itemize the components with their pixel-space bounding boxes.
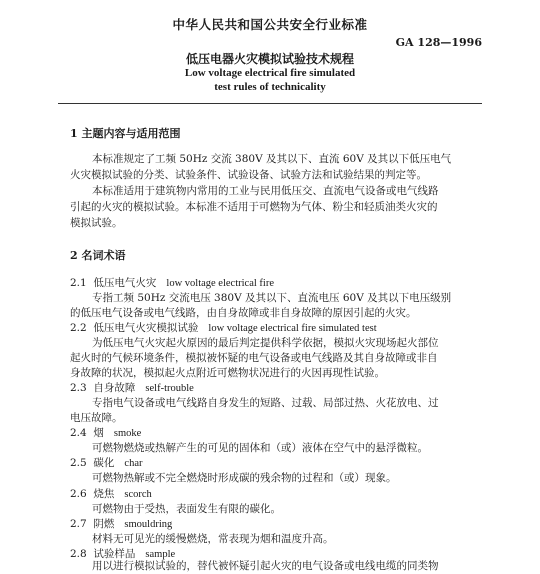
term-definition-line: 用以进行模拟试验的，替代被怀疑引起火灾的电气设备或电线电缆的同类物 [92,560,439,572]
section-1-heading: 1 主题内容与适用范围 [70,127,181,140]
header-divider [58,103,482,104]
term-chinese: 碳化 [93,457,115,469]
term-definition-line: 的低压电气设备或电气线路，由自身故障或非自身故障的原因引起的火灾。 [70,307,417,319]
document-title-english-line-2: test rules of technicality [214,81,326,93]
term-definition-line: 专指工频 50Hz 交流电压 380V 及其以下、直流电压 60V 及其以下电压级别 [92,292,452,304]
term-english: scorch [124,489,152,500]
term-number: 2.2 [70,322,87,334]
standard-category-title: 中华人民共和国公共安全行业标准 [172,17,368,32]
term-definition-line: 专指电气设备或电气线路自身发生的短路、过载、局部过热、火花放电、过 [92,397,439,409]
document-title: 低压电器火灾模拟试验技术规程 [185,52,354,66]
term-number: 2.5 [70,457,87,469]
term-heading [70,425,141,440]
section-1-line: 火灾模拟试验的分类、试验条件、试验设备、试验方法和试验结果的判定等。 [70,169,427,181]
term-definition-line: 可燃物燃烧或热解产生的可见的固体和（或）液体在空气中的悬浮微粒。 [92,442,428,454]
term-heading [70,516,172,531]
term-number: 2.1 [70,277,87,289]
document-title-english-line-1: Low voltage electrical fire simulated [184,67,356,79]
section-1-line: 本标准适用于建筑物内常用的工业与民用低压交、直流电气设备或电气线路 [92,185,439,197]
term-definition-line: 可燃物由于受热，表面发生有限的碳化。 [92,503,281,515]
term-chinese: 自身故障 [93,382,136,394]
term-chinese: 烟 [93,427,104,439]
term-english: smoke [113,428,142,439]
section-2-heading: 2 名词术语 [70,249,126,262]
term-chinese: 低压电气火灾模拟试验 [93,322,199,334]
term-definition-line: 为低压电气火灾起火原因的最后判定提供科学依据，模拟火灾现场起火部位 [92,337,439,349]
term-heading [70,320,377,335]
term-chinese: 低压电气火灾 [93,277,157,289]
term-definition-line: 电压故障。 [70,412,123,424]
standard-code: GA 128—1996 [395,36,482,49]
term-heading [70,455,142,470]
term-number: 2.7 [70,518,87,530]
term-number: 2.6 [70,488,87,500]
term-definition-line: 材料无可见光的缓慢燃烧，常表现为烟和温度升高。 [92,533,334,545]
term-english: low voltage electrical fire simulated test [208,323,377,334]
term-english: sample [145,549,176,560]
term-english: self-trouble [145,383,194,394]
section-1-line: 模拟试验。 [70,217,123,229]
section-1-line: 引起的火灾的模拟试验。本标准不适用于可燃物为气体、粉尘和轻质油类火灾的 [70,201,438,213]
term-number: 2.4 [70,427,87,439]
term-heading [70,380,194,395]
term-number: 2.8 [70,548,87,560]
term-english: char [124,458,143,469]
term-english: smouldring [124,519,173,530]
term-chinese: 烧焦 [93,488,115,500]
term-chinese: 试验样品 [93,548,136,560]
term-definition-line: 身故障的状况，模拟起火点附近可燃物状况进行的火因再现性试验。 [70,367,385,379]
term-number: 2.3 [70,382,87,394]
term-definition-line: 起火时的气候环境条件，模拟被怀疑的电气设备或电气线路及其自身故障或非自 [70,352,438,364]
term-heading [70,486,152,501]
term-definition-line: 可燃物热解或不完全燃烧时形成碳的残余物的过程和（或）现象。 [92,472,397,484]
term-english: low voltage electrical fire [166,278,274,289]
term-chinese: 阴燃 [93,518,115,530]
section-1-line: 本标准规定了工频 50Hz 交流 380V 及其以下、直流 60V 及其以下低压电气 [92,153,452,165]
term-heading [70,275,274,290]
